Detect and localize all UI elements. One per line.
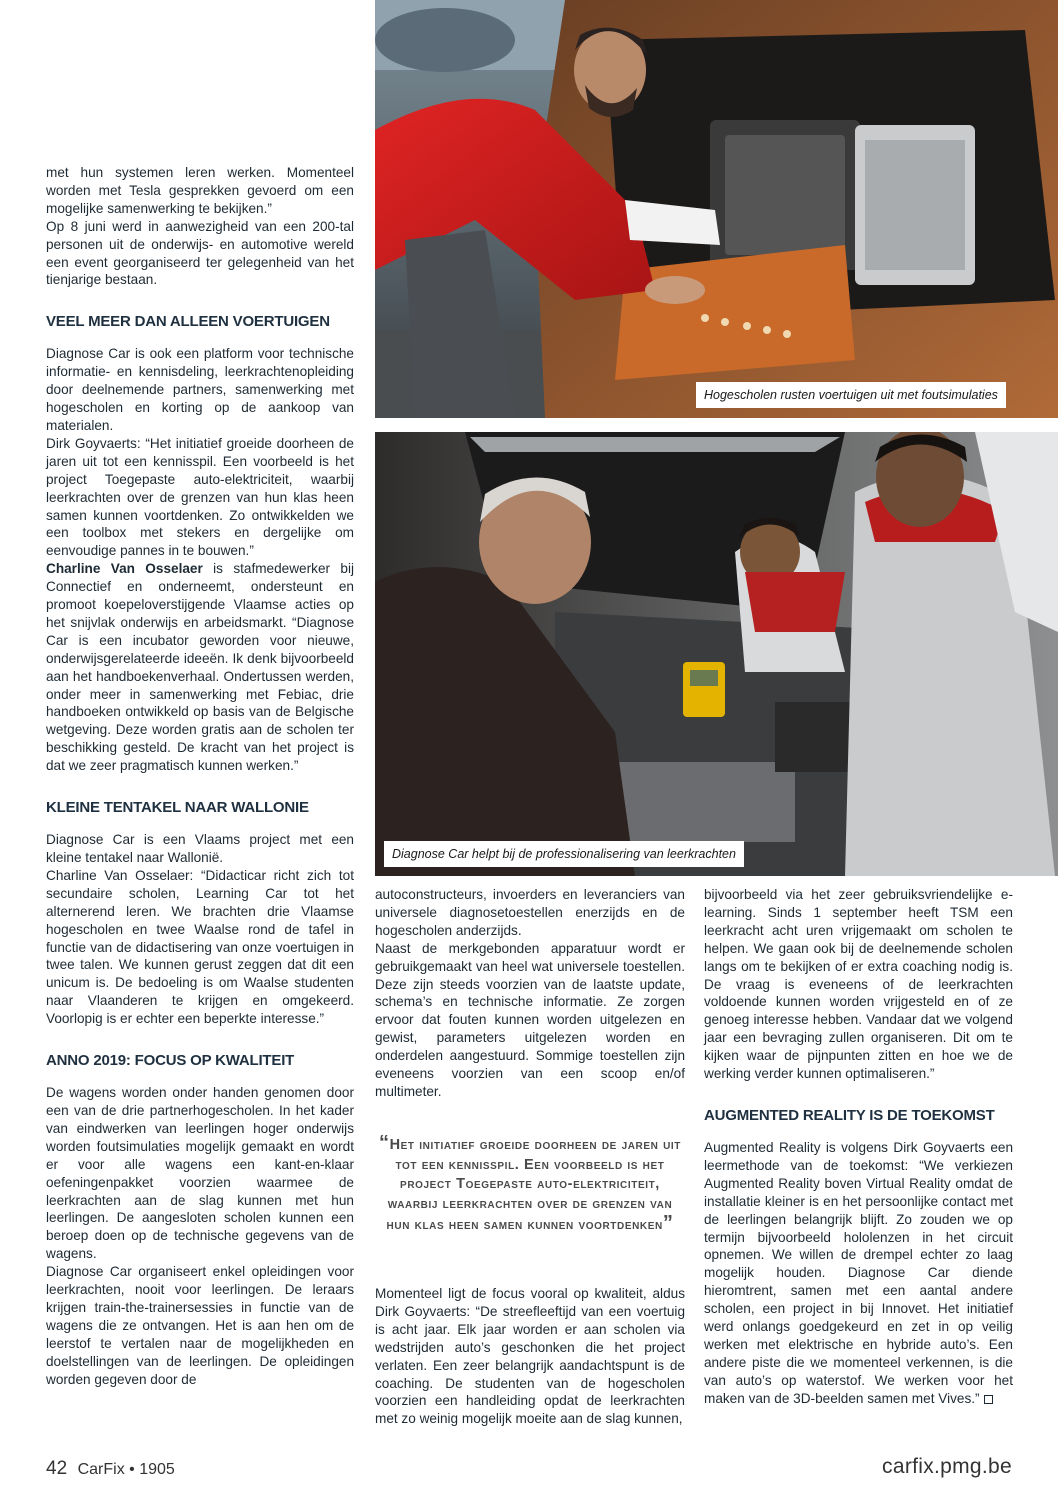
photo-engine-bay [375,432,1058,876]
section-heading: AUGMENTED REALITY IS DE TOEKOMST [704,1106,995,1124]
paragraph: Dirk Goyvaerts: “Het initiatief groeide doorheen de jaren uit tot een kennisspil. Een voorbeeld is het project Toegepaste auto-elektriciteit, waarbij leerkrachten over de grenzen van hun klas heen samen kunnen voortdenken. Zo ontwikkelden we een toolbox met stekers en dergelijke om eenvoudige pannes in te bouwen.” [46,435,354,559]
paragraph [46,560,354,775]
website-link[interactable]: carfix.pmg.be [882,1455,1012,1478]
pull-quote [376,1134,684,1236]
paragraph: met hun systemen leren werken. Momenteel worden met Tesla gesprekken gevoerd om een mogelijke samenwerking te bekijken.” [46,165,354,216]
photo-caption: Hogescholen rusten voertuigen uit met foutsimulaties [696,382,1006,408]
paragraph: Op 8 juni werd in aanwezigheid van een 200-tal personen uit de onderwijs- en automotive wereld een event georganiseerd ter gelegenheid van het tienjarige bestaan. [46,218,354,288]
paragraph-text: Augmented Reality is volgens Dirk Goyvaerts een leermethode van de toekomst: “We verkiezen Augmented Reality boven Virtual Reality omdat de installatie kleiner is en het persoonlijke contact met de leerlingen belangrijk blijft. Zo zouden we op termijn bijvoorbeeld hololenzen in het circuit opnemen. We willen de drempel echter zo laag mogelijk houden. Diagnose Car diende hieromtrent, samen met een aantal andere scholen, een project in bij Innovet. Het initiatief werd onlangs goedgekeurd en zet in op veilig werken met elektrische en hybride auto’s. Een andere piste die we momenteel verkennen, is die van auto’s op waterstof. We werken voor het maken van de 3D-beelden samen met Vives.” [704,1139,1013,1406]
quote-mark-open: “ [378,1132,390,1154]
paragraph: Momenteel ligt de focus vooral op kwaliteit, aldus Dirk Goyvaerts: “De streefleeftijd van een voertuig is acht jaar. Elk jaar worden er aan scholen via wedstrijden auto’s geschonken die het project verlaten. Een zeer belangrijk aandachtspunt is de coaching. De studenten van de hogescholen voorzien een handleiding opdat de leerkrachten met zo weinig mogelijk moeite aan de slag kunnen, [375,1286,685,1427]
quote-mark-close: ” [662,1212,674,1234]
paragraph: De wagens worden onder handen genomen door een van de drie partnerhogescholen. In het kader van eindwerken van leerlingen hoger onderwijs worden foutsimulaties mogelijk gemaakt en wordt er voor alle wagens een kant-en-klaar oefeningenpakket voorzien waarmee de leerkrachten aan de slag kunnen met hun leerlingen. De aangesloten scholen kunnen een beroep doen op de technische gegevens van de wagens. [46,1085,354,1262]
section-heading: ANNO 2019: FOCUS OP KWALITEIT [46,1052,295,1070]
magazine-issue: CarFix • 1905 [77,1461,175,1478]
middle-column [375,886,685,1101]
right-column [704,886,1013,1408]
paragraph: Naast de merkgebonden apparatuur wordt er gebruikgemaakt van heel wat universele toestellen. Deze zijn steeds voorzien van de laatste update, schema’s en technische informatie. Ze zorgen ervoor dat fouten kunnen worden uitgelezen en gewist, parameters uitgelezen worden en onderdelen aangestuurd. Sommige toestellen zijn eveneens voorzien van een scoop en/of multimeter. [375,940,685,1099]
left-column [46,164,354,1388]
middle-column-lower [375,1285,685,1428]
paragraph: Diagnose Car is een Vlaams project met een kleine tentakel naar Wallonië. [46,832,354,865]
paragraph-text: is stafmedewerker bij Connectief en onderneemt, ondersteunt en promoot koepeloverstijgende Vlaamse acties op het snijvlak onderwijs en arbeidsmarkt. “Diagnose Car is een incubator geworden voor nieuwe, onderwijsgerelateerde ideeën. Ik denk bijvoorbeeld aan het handboekenverhaal. Ondertussen werden, onder meer in samenwerking met Febiac, drie handboeken ontwikkeld op basis van de Belgische wetgeving. Deze worden gratis aan de scholen ter beschikking gesteld. De kracht van het project is dat we zeer pragmatisch kunnen werken.” [46,561,354,774]
paragraph: Charline Van Osselaer: “Didacticar richt zich tot secundaire scholen, Learning Car tot het alternerend leren. We brachten drie Vlaamse hogescholen en twee Waalse rond de tafel in functie van de didactisering van onze voertuigen in twee talen. We kunnen gerust zeggen dat dit een unicum is. De bedoeling is om Waalse studenten naar Vlaanderen te krijgen en omgekeerd. Voorlopig is er echter een beperkte interesse.” [46,867,354,1027]
photo-trunk-workshop [375,0,1058,418]
section-heading: KLEINE TENTAKEL NAAR WALLONIE [46,799,309,817]
page-footer [46,1458,175,1480]
paragraph: Diagnose Car is ook een platform voor technische informatie- en kennisdeling, leerkrachtenopleiding door deelnemende partners, samenwerking met hogescholen en korting op de aankoop van materialen. [46,346,354,433]
person-name: Charline Van Osselaer [46,561,203,577]
paragraph [704,1139,1013,1408]
paragraph: bijvoorbeeld via het zeer gebruiksvriendelijke e-learning. Sinds 1 september heeft TSM een leerkracht acht uren vrijgemaakt om scholen te helpen. We gaan ook bij de deelnemende scholen langs om te bekijken of er extra coaching nodig is. De vraag is eveneens of de leerkrachten voldoende kunnen worden vrijgesteld en of ze genoeg interesse hebben. Vandaar dat we volgend jaar een bevraging zullen organiseren. Dit om te kijken waar de pijnpunten zitten en hoe we de werking verder kunnen optimaliseren.” [704,887,1013,1082]
pull-quote-text: Het initiatief groeide doorheen de jaren uit tot een kennisspil. Een voorbeeld is het project Toegepaste auto-elektriciteit, waarbij leerkrachten over de grenzen van hun klas heen samen kunnen voortdenken [386,1137,682,1233]
end-mark-icon [984,1395,993,1404]
page-number: 42 [46,1458,68,1479]
photo-caption: Diagnose Car helpt bij de professionalisering van leerkrachten [384,841,744,867]
paragraph: autoconstructeurs, invoerders en leveranciers van universele diagnosetoestellen enerzijds en de hogescholen anderzijds. [375,887,685,938]
section-heading: VEEL MEER DAN ALLEEN VOERTUIGEN [46,313,330,331]
paragraph: Diagnose Car organiseert enkel opleidingen voor leerkrachten, nooit voor leerlingen. De leraars krijgen train-the-trainersessies in functie van de wagens die ze ontvangen. Het is aan hen om de leerstof te vertalen naar de mogelijkheden en doelstellingen van de leerlingen. De opleidingen worden gegeven door de [46,1264,354,1387]
